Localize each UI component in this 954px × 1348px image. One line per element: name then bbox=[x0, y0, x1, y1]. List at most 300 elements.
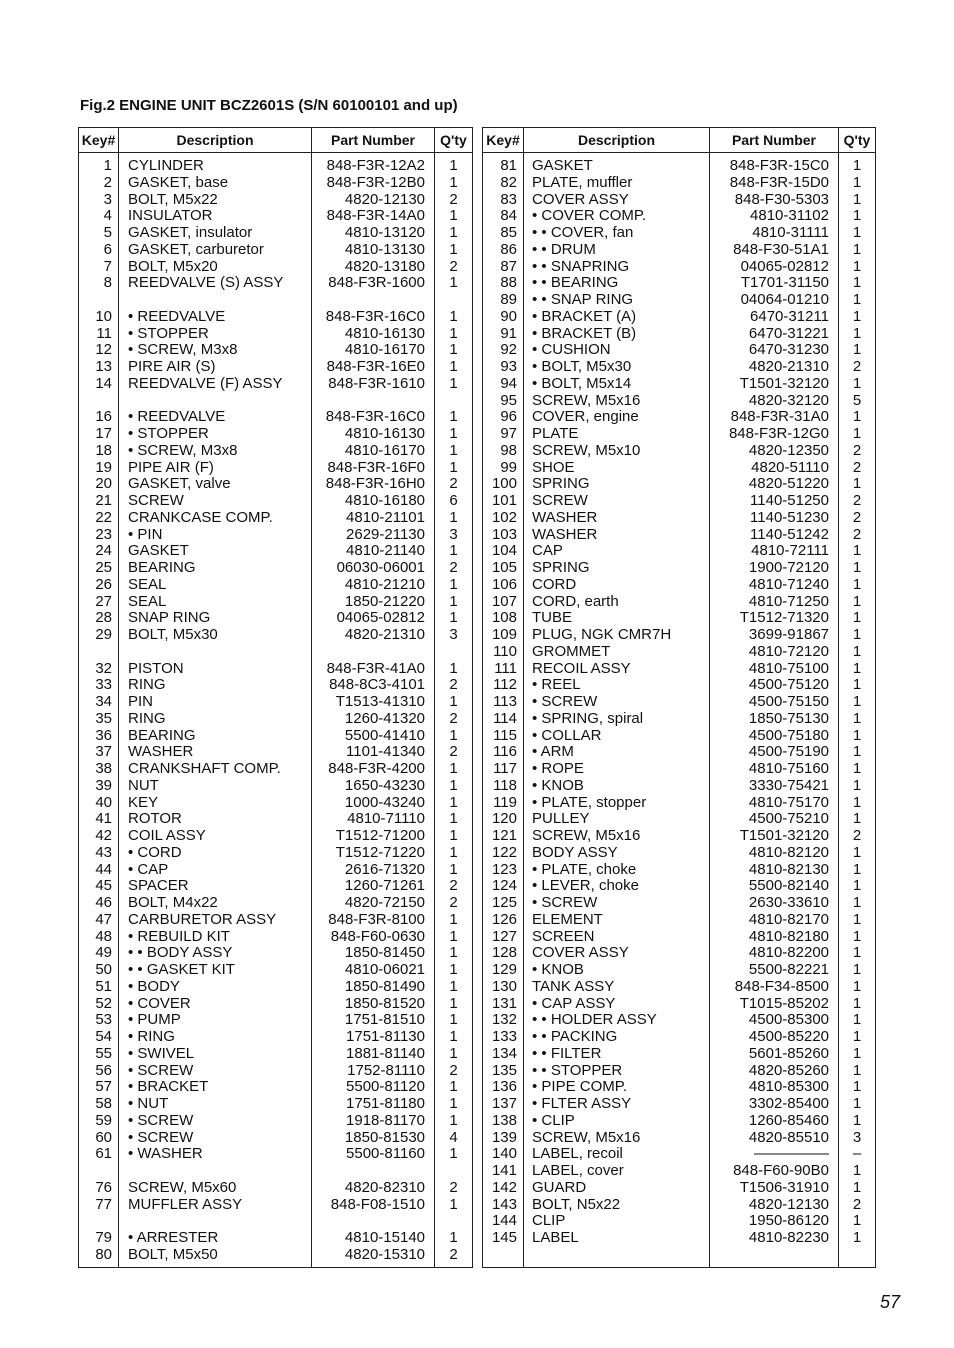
table-row bbox=[79, 493, 472, 510]
cell-qty: 2 bbox=[449, 258, 458, 275]
cell-desc: • • PACKING bbox=[532, 1029, 618, 1045]
table-row bbox=[483, 895, 875, 912]
table-row bbox=[483, 728, 875, 745]
table-row bbox=[79, 359, 472, 376]
cell-desc: SCREW, M5x16 bbox=[532, 828, 641, 844]
cell-qty: 1 bbox=[852, 962, 862, 978]
cell-qty: 2 bbox=[449, 1246, 458, 1263]
cell-pn: 6470-31211 bbox=[750, 308, 829, 325]
cell-key: 50 bbox=[95, 962, 112, 978]
cell-key: 127 bbox=[491, 928, 517, 945]
cell-pn: T1015-85202 bbox=[739, 995, 829, 1012]
cell-qty: 1 bbox=[852, 241, 862, 258]
cell-pn: 848-F30-51A1 bbox=[733, 241, 829, 258]
cell-qty: 1 bbox=[449, 426, 458, 442]
cell-pn: 1850-81530 bbox=[344, 1129, 425, 1146]
cell-qty: 1 bbox=[852, 543, 862, 560]
cell-key: 84 bbox=[500, 208, 517, 225]
cell-key: 118 bbox=[493, 777, 517, 794]
cell-desc: CORD bbox=[532, 576, 577, 593]
table-row bbox=[79, 594, 472, 611]
cell-qty: 1 bbox=[852, 1029, 862, 1045]
table-row bbox=[79, 560, 472, 577]
cell-desc: • BODY bbox=[128, 978, 180, 995]
cell-key: 98 bbox=[500, 442, 517, 459]
cell-qty: 1 bbox=[852, 375, 862, 392]
cell-key: 100 bbox=[491, 476, 517, 493]
cell-desc: • ROPE bbox=[532, 761, 584, 777]
table-row bbox=[483, 761, 875, 778]
table-row bbox=[483, 560, 875, 577]
table-row bbox=[79, 527, 472, 544]
table-row bbox=[79, 945, 472, 962]
cell-key: 1 bbox=[103, 158, 112, 174]
cell-key: 11 bbox=[96, 325, 112, 342]
cell-key: 80 bbox=[95, 1246, 112, 1263]
cell-pn: 5500-82140 bbox=[748, 878, 829, 895]
cell-qty: 6 bbox=[449, 493, 458, 509]
cell-qty: 1 bbox=[449, 459, 458, 476]
cell-pn: 4500-75150 bbox=[748, 694, 829, 710]
cell-qty: 1 bbox=[449, 727, 458, 744]
cell-pn: 4820-85260 bbox=[748, 1062, 829, 1079]
cell-pn: 4820-15310 bbox=[344, 1246, 425, 1263]
cell-qty: 1 bbox=[852, 593, 862, 610]
cell-key: 94 bbox=[500, 375, 517, 392]
cell-pn: 4820-21310 bbox=[748, 359, 829, 375]
cell-qty: 1 bbox=[852, 660, 862, 677]
cell-key: 35 bbox=[95, 710, 112, 727]
table-row bbox=[79, 309, 472, 326]
cell-qty: 3 bbox=[852, 1129, 862, 1146]
cell-desc: • CORD bbox=[128, 844, 182, 861]
table-row bbox=[79, 208, 472, 225]
cell-qty: 1 bbox=[449, 359, 458, 375]
cell-desc: • SCREW bbox=[128, 1112, 194, 1129]
header-description: Description bbox=[176, 132, 254, 148]
cell-key: 91 bbox=[500, 325, 517, 342]
table-row bbox=[483, 677, 875, 694]
cell-desc: WASHER bbox=[128, 744, 194, 761]
cell-desc: SCREW bbox=[128, 493, 184, 509]
cell-qty: 1 bbox=[449, 1079, 458, 1096]
cell-key: 29 bbox=[95, 627, 112, 643]
cell-pn: 3302-85400 bbox=[748, 1096, 829, 1112]
cell-key: 14 bbox=[95, 375, 112, 392]
cell-key: 104 bbox=[491, 543, 517, 560]
cell-desc: TUBE bbox=[532, 610, 573, 627]
cell-pn: 1918-81170 bbox=[346, 1112, 425, 1129]
table-row bbox=[79, 845, 472, 862]
cell-key: 22 bbox=[95, 509, 112, 526]
cell-pn: 1140-51242 bbox=[750, 526, 829, 543]
table-row bbox=[483, 878, 875, 895]
table-header bbox=[79, 128, 472, 153]
header-qty: Q'ty bbox=[440, 132, 467, 148]
table-row bbox=[79, 1130, 472, 1147]
table-row bbox=[79, 1197, 472, 1214]
cell-desc: PIRE AIR (S) bbox=[128, 359, 216, 375]
table-row bbox=[79, 1046, 472, 1063]
cell-qty: 1 bbox=[852, 1096, 862, 1112]
cell-pn: 06030-06001 bbox=[336, 560, 425, 576]
cell-desc: SHOE bbox=[532, 459, 575, 476]
table-row bbox=[483, 476, 875, 493]
table-row bbox=[483, 661, 875, 678]
cell-pn: 2630-33610 bbox=[748, 895, 829, 911]
cell-key: 120 bbox=[491, 811, 517, 828]
cell-qty: 1 bbox=[449, 794, 458, 811]
cell-qty: 2 bbox=[449, 878, 458, 895]
table-row bbox=[483, 1063, 875, 1080]
table-row bbox=[79, 694, 472, 711]
cell-desc: SCREW, M5x16 bbox=[532, 1129, 641, 1146]
cell-qty: 1 bbox=[852, 308, 862, 325]
cell-pn: 4820-85510 bbox=[748, 1129, 829, 1146]
cell-desc: BOLT, M4x22 bbox=[128, 895, 218, 911]
table-row bbox=[483, 175, 875, 192]
cell-key: 23 bbox=[95, 526, 112, 543]
table-row bbox=[483, 711, 875, 728]
cell-desc: SPRING bbox=[532, 476, 590, 493]
cell-qty: 3 bbox=[449, 526, 458, 543]
table-row bbox=[483, 996, 875, 1013]
cell-qty: 1 bbox=[852, 1079, 862, 1096]
cell-key: 114 bbox=[493, 710, 517, 727]
cell-qty: 1 bbox=[852, 811, 862, 828]
cell-desc: BOLT, M5x50 bbox=[128, 1246, 218, 1263]
cell-desc: PLUG, NGK CMR7H bbox=[532, 627, 672, 643]
cell-qty: 1 bbox=[852, 643, 862, 660]
cell-desc: GASKET, valve bbox=[128, 476, 231, 493]
cell-key: 82 bbox=[500, 174, 517, 191]
cell-key: 24 bbox=[95, 543, 112, 560]
table-row bbox=[483, 795, 875, 812]
cell-pn: 4810-71240 bbox=[748, 576, 829, 593]
cell-qty: 1 bbox=[852, 978, 862, 995]
cell-pn: 848-F3R-16C0 bbox=[325, 409, 425, 426]
cell-desc: • PLATE, stopper bbox=[532, 794, 647, 811]
cell-key: 25 bbox=[95, 560, 112, 576]
cell-pn: 848-F3R-4200 bbox=[328, 761, 425, 777]
cell-key: 117 bbox=[493, 761, 517, 777]
cell-key: 111 bbox=[494, 660, 517, 677]
cell-key: 135 bbox=[491, 1062, 517, 1079]
table-row bbox=[483, 158, 875, 175]
cell-desc: • SCREW, M3x8 bbox=[128, 342, 238, 359]
cell-key: 45 bbox=[95, 878, 112, 895]
cell-desc: GASKET, base bbox=[128, 174, 229, 191]
header-part-number: Part Number bbox=[330, 132, 416, 148]
cell-key: 41 bbox=[95, 811, 112, 828]
cell-desc: • PLATE, choke bbox=[532, 861, 637, 878]
cell-desc: GASKET bbox=[532, 158, 593, 174]
cell-desc: LABEL, recoil bbox=[532, 1146, 623, 1163]
cell-key: 42 bbox=[95, 828, 112, 844]
cell-key: 44 bbox=[95, 861, 112, 878]
cell-desc: • • BEARING bbox=[532, 275, 619, 292]
cell-desc: • REEDVALVE bbox=[128, 409, 226, 426]
cell-qty: 1 bbox=[852, 1230, 862, 1246]
table-row bbox=[483, 309, 875, 326]
cell-pn: 5500-82221 bbox=[748, 962, 829, 978]
cell-desc: • BRACKET bbox=[128, 1079, 209, 1096]
cell-key: 56 bbox=[95, 1062, 112, 1079]
cell-pn: T1506-31910 bbox=[739, 1179, 829, 1196]
cell-pn: 4810-15140 bbox=[344, 1230, 425, 1246]
page-title: Fig.2 ENGINE UNIT BCZ2601S (S/N 60100101 and up) bbox=[80, 97, 458, 114]
cell-pn: 04064-01210 bbox=[740, 292, 829, 308]
table-row bbox=[483, 409, 875, 426]
cell-key: 59 bbox=[95, 1112, 112, 1129]
cell-pn: 1260-71261 bbox=[344, 878, 425, 895]
table-row bbox=[483, 443, 875, 460]
cell-qty: 1 bbox=[449, 409, 458, 426]
cell-pn: 5500-41410 bbox=[344, 727, 425, 744]
cell-pn: 4810-31102 bbox=[750, 208, 829, 225]
table-header bbox=[483, 128, 875, 153]
cell-pn: 4500-75120 bbox=[748, 677, 829, 694]
table-row bbox=[483, 811, 875, 828]
table-row bbox=[483, 1146, 875, 1163]
cell-qty: 1 bbox=[852, 777, 862, 794]
cell-qty: 1 bbox=[449, 660, 458, 677]
table-row bbox=[79, 811, 472, 828]
cell-key: 106 bbox=[491, 576, 517, 593]
cell-desc: GASKET bbox=[128, 543, 189, 560]
cell-qty: 1 bbox=[449, 158, 458, 174]
cell-key: 137 bbox=[491, 1096, 517, 1112]
cell-qty: 1 bbox=[449, 308, 458, 325]
table-row bbox=[483, 627, 875, 644]
table-row bbox=[79, 728, 472, 745]
cell-qty: 4 bbox=[449, 1129, 458, 1146]
cell-qty: 2 bbox=[852, 459, 862, 476]
cell-qty: 1 bbox=[852, 1112, 862, 1129]
cell-qty: 1 bbox=[449, 694, 458, 710]
cell-desc: BOLT, M5x30 bbox=[128, 627, 218, 643]
cell-key: 16 bbox=[95, 409, 112, 426]
cell-key: 7 bbox=[103, 258, 112, 275]
table-row bbox=[483, 962, 875, 979]
table-row bbox=[79, 711, 472, 728]
cell-pn: 4810-21101 bbox=[346, 509, 425, 526]
header-qty: Q'ty bbox=[843, 132, 871, 148]
cell-key: 88 bbox=[500, 275, 517, 292]
cell-desc: BEARING bbox=[128, 560, 196, 576]
cell-key: 115 bbox=[493, 727, 517, 744]
cell-desc: BOLT, N5x22 bbox=[532, 1196, 621, 1213]
table-row bbox=[483, 192, 875, 209]
cell-key: 116 bbox=[493, 744, 517, 761]
table-row bbox=[79, 175, 472, 192]
cell-desc: ROTOR bbox=[128, 811, 182, 828]
cell-desc: GROMMET bbox=[532, 643, 611, 660]
cell-pn: 4810-16130 bbox=[344, 325, 425, 342]
cell-pn: 848-F08-1510 bbox=[330, 1196, 425, 1213]
cell-desc: ELEMENT bbox=[532, 911, 603, 928]
cell-pn: 848-F3R-14A0 bbox=[326, 208, 425, 225]
table-row bbox=[79, 1029, 472, 1046]
cell-key: 61 bbox=[95, 1146, 112, 1163]
cell-pn: 4810-82230 bbox=[748, 1230, 829, 1246]
table-row bbox=[79, 895, 472, 912]
cell-pn: 4810-16170 bbox=[344, 442, 425, 459]
cell-pn: 4810-21140 bbox=[346, 543, 425, 560]
cell-desc: • REBUILD KIT bbox=[128, 928, 230, 945]
cell-desc: • KNOB bbox=[532, 962, 584, 978]
cell-pn: 3330-75421 bbox=[748, 777, 829, 794]
cell-pn: 4810-06021 bbox=[344, 962, 425, 978]
cell-desc: CAP bbox=[532, 543, 563, 560]
cell-desc: • BRACKET (B) bbox=[532, 325, 637, 342]
cell-key: 79 bbox=[95, 1230, 112, 1246]
table-row bbox=[79, 761, 472, 778]
cell-desc: LABEL, cover bbox=[532, 1163, 624, 1179]
cell-pn: 4500-85300 bbox=[748, 1012, 829, 1029]
table-row bbox=[79, 158, 472, 175]
cell-desc: • SPRING, spiral bbox=[532, 710, 644, 727]
cell-qty: 2 bbox=[852, 442, 862, 459]
cell-pn: 4810-31111 bbox=[752, 225, 829, 241]
cell-key: 130 bbox=[491, 978, 517, 995]
cell-pn: 848-F3R-12A2 bbox=[326, 158, 425, 174]
cell-pn: T1513-41310 bbox=[335, 694, 425, 710]
cell-key: 26 bbox=[95, 576, 112, 593]
table-row bbox=[483, 259, 875, 276]
cell-desc: • SCREW, M3x8 bbox=[128, 442, 238, 459]
cell-key: 83 bbox=[500, 191, 517, 208]
table-row bbox=[483, 1163, 875, 1180]
cell-pn: T1501-32120 bbox=[739, 375, 829, 392]
table-row bbox=[79, 443, 472, 460]
cell-desc: • PUMP bbox=[128, 1012, 181, 1029]
cell-qty: 1 bbox=[449, 1045, 458, 1062]
table-row bbox=[79, 677, 472, 694]
cell-desc: • • GASKET KIT bbox=[128, 962, 235, 978]
cell-qty: 1 bbox=[449, 1029, 458, 1045]
cell-pn: 848-F34-8500 bbox=[734, 978, 829, 995]
cell-pn: T1512-71200 bbox=[335, 828, 425, 844]
cell-pn: 4810-13120 bbox=[344, 225, 425, 241]
cell-qty: 1 bbox=[852, 476, 862, 493]
cell-key: 12 bbox=[95, 342, 112, 359]
table-row bbox=[79, 192, 472, 209]
cell-qty: 1 bbox=[852, 325, 862, 342]
cell-key: 105 bbox=[491, 560, 517, 576]
table-row bbox=[483, 644, 875, 661]
cell-qty: 1 bbox=[852, 727, 862, 744]
cell-key: 6 bbox=[103, 241, 112, 258]
table-row bbox=[483, 543, 875, 560]
header-key: Key# bbox=[81, 132, 116, 148]
table-row bbox=[79, 1247, 472, 1264]
cell-qty: 2 bbox=[449, 1062, 458, 1079]
cell-pn: 6470-31230 bbox=[748, 342, 829, 359]
parts-table-left bbox=[78, 127, 473, 1268]
cell-desc: • • SNAP RING bbox=[532, 292, 634, 308]
cell-desc: RECOIL ASSY bbox=[532, 660, 631, 677]
table-row bbox=[79, 342, 472, 359]
cell-key: 53 bbox=[95, 1012, 112, 1029]
cell-pn: 1140-51230 bbox=[750, 509, 829, 526]
cell-key: 81 bbox=[500, 158, 517, 174]
cell-desc: PLATE bbox=[532, 426, 579, 442]
cell-desc: CORD, earth bbox=[532, 593, 619, 610]
cell-desc: • SWIVEL bbox=[128, 1045, 195, 1062]
cell-key: 57 bbox=[95, 1079, 112, 1096]
table-row bbox=[79, 1012, 472, 1029]
cell-key: 141 bbox=[491, 1163, 517, 1179]
table-row bbox=[79, 610, 472, 627]
cell-qty: 1 bbox=[852, 1179, 862, 1196]
cell-key: 76 bbox=[95, 1179, 112, 1196]
cell-qty: 1 bbox=[852, 409, 862, 426]
cell-pn: 6470-31221 bbox=[748, 325, 829, 342]
cell-key: 33 bbox=[95, 677, 112, 694]
table-row bbox=[79, 409, 472, 426]
table-row bbox=[483, 1079, 875, 1096]
cell-pn: 5601-85260 bbox=[748, 1045, 829, 1062]
cell-qty: 1 bbox=[449, 995, 458, 1012]
cell-pn: 4810-82180 bbox=[748, 928, 829, 945]
cell-pn: 1850-81490 bbox=[344, 978, 425, 995]
table-row bbox=[79, 828, 472, 845]
cell-key: 36 bbox=[95, 727, 112, 744]
cell-desc: • COVER COMP. bbox=[532, 208, 647, 225]
cell-pn: 848-F3R-16H0 bbox=[325, 476, 425, 493]
table-row bbox=[79, 543, 472, 560]
cell-qty: 1 bbox=[852, 911, 862, 928]
cell-qty: 1 bbox=[852, 342, 862, 359]
cell-qty: 1 bbox=[449, 861, 458, 878]
cell-desc: • STOPPER bbox=[128, 426, 209, 442]
cell-desc: PLATE, muffler bbox=[532, 174, 633, 191]
table-row bbox=[483, 1230, 875, 1247]
cell-desc: • CLIP bbox=[532, 1112, 575, 1129]
cell-key: 58 bbox=[95, 1096, 112, 1112]
table-row bbox=[483, 225, 875, 242]
cell-desc: LABEL bbox=[532, 1230, 579, 1246]
table-row bbox=[483, 510, 875, 527]
cell-desc: GUARD bbox=[532, 1179, 587, 1196]
cell-pn: 4820-12130 bbox=[748, 1196, 829, 1213]
table-row bbox=[483, 208, 875, 225]
cell-pn: 4810-75170 bbox=[748, 794, 829, 811]
cell-key: 92 bbox=[500, 342, 517, 359]
cell-key: 108 bbox=[491, 610, 517, 627]
cell-pn: 04065-02812 bbox=[740, 258, 829, 275]
cell-pn: 4820-21310 bbox=[344, 627, 425, 643]
cell-qty: 1 bbox=[449, 208, 458, 225]
cell-pn: 1900-72120 bbox=[748, 560, 829, 576]
cell-desc: SCREW, M5x16 bbox=[532, 392, 641, 409]
table-row bbox=[483, 393, 875, 410]
cell-key: 89 bbox=[500, 292, 517, 308]
cell-key: 90 bbox=[500, 308, 517, 325]
cell-pn: 1850-21220 bbox=[344, 593, 425, 610]
cell-pn: 4500-75210 bbox=[748, 811, 829, 828]
cell-qty: 1 bbox=[449, 962, 458, 978]
table-row bbox=[483, 912, 875, 929]
cell-qty: 1 bbox=[449, 375, 458, 392]
cell-qty: 1 bbox=[449, 761, 458, 777]
cell-desc: • BOLT, M5x30 bbox=[532, 359, 632, 375]
cell-pn: 4810-75100 bbox=[748, 660, 829, 677]
cell-qty: 1 bbox=[852, 627, 862, 643]
cell-desc: • • FILTER bbox=[532, 1045, 602, 1062]
cell-qty: 1 bbox=[449, 1012, 458, 1029]
